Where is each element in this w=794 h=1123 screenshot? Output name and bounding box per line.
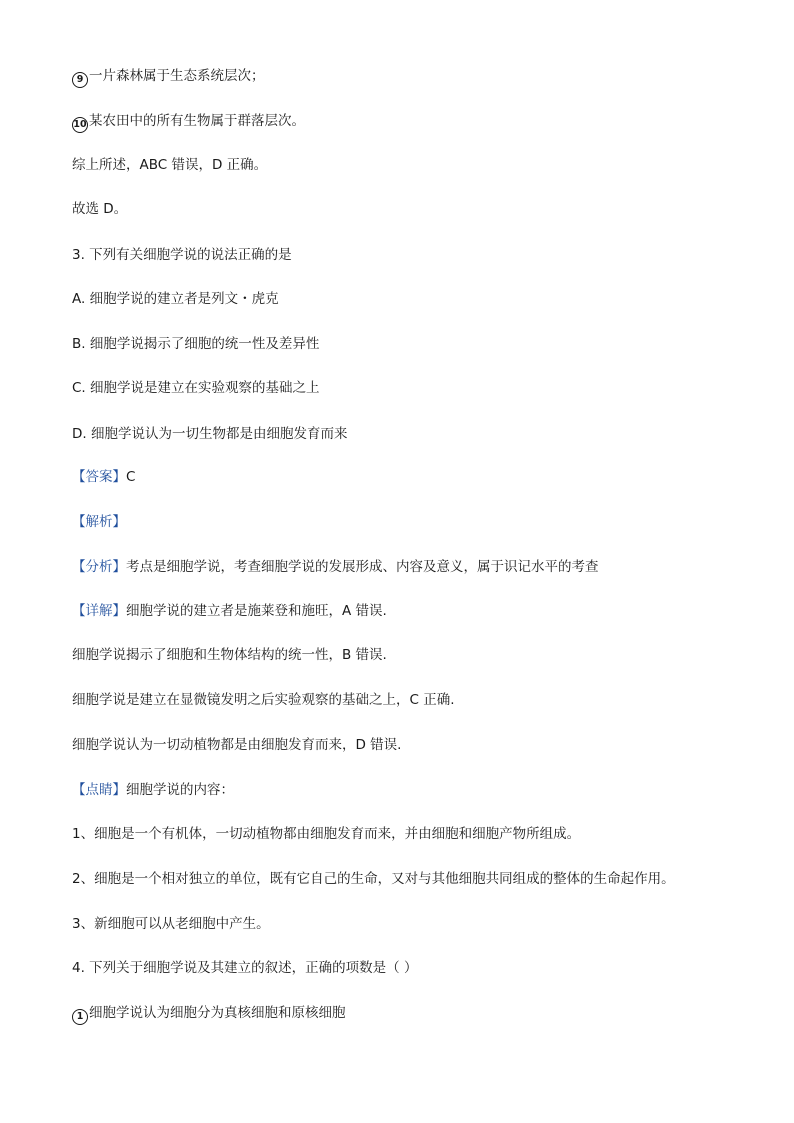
line-text: 细胞学说的建立者是施莱登和施旺，A 错误. <box>126 603 387 619</box>
option-d: D. 细胞学说认为一切生物都是由细胞发育而来 <box>72 426 348 442</box>
text-line: 细胞学说认为一切动植物都是由细胞发育而来，D 错误. <box>72 737 402 753</box>
fenxi-tag: 【分析】 <box>72 559 126 575</box>
text-line <box>72 1003 752 1025</box>
text-line: 故选 D。 <box>72 201 128 217</box>
text-line: 细胞学说是建立在显微镜发明之后实验观察的基础之上，C 正确. <box>72 692 455 708</box>
option-a: A. 细胞学说的建立者是列文・虎克 <box>72 291 279 307</box>
answer-tag: 【答案】 <box>72 469 126 485</box>
circled-number: 9 <box>72 72 88 88</box>
line-text: 细胞学说认为细胞分为真核细胞和原核细胞 <box>89 1005 346 1021</box>
answer-value: C <box>126 469 136 485</box>
circled-number: 10 <box>72 117 88 133</box>
circled-number: 1 <box>72 1009 88 1025</box>
option-c: C. 细胞学说是建立在实验观察的基础之上 <box>72 380 320 396</box>
analysis-heading <box>72 512 752 532</box>
text-line: 综上所述，ABC 错误，D 正确。 <box>72 157 268 173</box>
text-line: 细胞学说揭示了细胞和生物体结构的统一性，B 错误. <box>72 647 387 663</box>
question-stem: 3. 下列有关细胞学说的说法正确的是 <box>72 247 292 263</box>
text-line: 3、新细胞可以从老细胞中产生。 <box>72 916 270 932</box>
xiangjie-tag: 【详解】 <box>72 603 126 619</box>
text-line <box>72 111 752 133</box>
answer-line <box>72 467 752 487</box>
line-text: 考点是细胞学说，考查细胞学说的发展形成、内容及意义，属于识记水平的考查 <box>126 559 599 575</box>
line-text: 一片森林属于生态系统层次； <box>89 68 265 84</box>
line-text: 细胞学说的内容： <box>126 782 234 798</box>
dianjing-tag: 【点睛】 <box>72 782 126 798</box>
line-text: 某农田中的所有生物属于群落层次。 <box>89 113 305 129</box>
analysis-line <box>72 557 752 577</box>
option-b: B. 细胞学说揭示了细胞的统一性及差异性 <box>72 336 320 352</box>
text-line <box>72 66 752 88</box>
text-line: 1、细胞是一个有机体，一切动植物都由细胞发育而来，并由细胞和细胞产物所组成。 <box>72 826 581 842</box>
analysis-tag: 【解析】 <box>72 514 126 530</box>
detail-line <box>72 601 752 621</box>
text-line: 2、细胞是一个相对独立的单位，既有它自己的生命，又对与其他细胞共同组成的整体的生命起作用。 <box>72 871 675 887</box>
question-stem: 4. 下列关于细胞学说及其建立的叙述，正确的项数是（ ） <box>72 960 418 976</box>
dianjing-line <box>72 780 752 800</box>
